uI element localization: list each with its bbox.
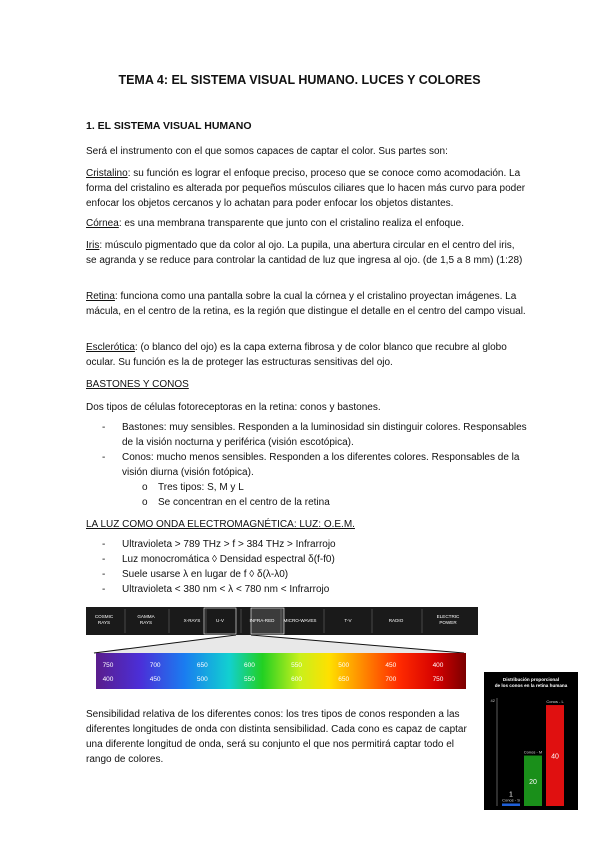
subsection-heading: LA LUZ COMO ONDA ELECTROMAGNÉTICA: LUZ: O.E.M. bbox=[86, 519, 355, 530]
definition: : funciona como una pantalla sobre la cual la córnea y el cristalino proyectan imágenes. La mácula, en el centro de la retina, es la región que distingue el detalle en el centro del campo visual. bbox=[86, 291, 526, 317]
wavelength-bottom-label: 600 bbox=[291, 676, 303, 683]
page-title: TEMA 4: EL SISTEMA VISUAL HUMANO. LUCES Y COLORES bbox=[118, 73, 481, 87]
wavelength-top-label: 450 bbox=[385, 662, 397, 669]
bastones-intro: Dos tipos de células fotoreceptoras en la retina: conos y bastones. bbox=[86, 402, 381, 413]
band-label: COSMIC RAYS bbox=[94, 614, 114, 625]
list-subitem: o Tres tipos: S, M y L bbox=[142, 482, 244, 493]
chart-title-line-2: de los conos en la retina humana bbox=[494, 683, 568, 688]
part-esclerotica bbox=[86, 340, 526, 370]
list-subitem: o Se concentran en el centro de la retina bbox=[142, 497, 330, 508]
intro-text: Será el instrumento con el que somos capaces de captar el color. Sus partes son: bbox=[86, 146, 448, 157]
luz-list bbox=[86, 537, 530, 597]
definition: : es una membrana transparente que junto con el cristalino realiza el enfoque. bbox=[118, 218, 465, 229]
list-item: - Ultravioleta > 789 THz > f > 384 THz > Infrarrojo bbox=[86, 537, 530, 552]
band-label: ELECTRIC POWER bbox=[436, 614, 460, 625]
wavelength-bottom-label: 450 bbox=[149, 676, 161, 683]
band-label: MICRO-WAVES bbox=[283, 618, 317, 623]
list-item: - Conos: mucho menos sensibles. Responden a los diferentes colores. Responsables de la visión diurna (visión fotópica). bbox=[86, 450, 530, 480]
bar-value-label: 20 bbox=[529, 778, 537, 786]
list-item: - Luz monocromática ◊ Densidad espectral δ(f-f0) bbox=[86, 552, 530, 567]
term: Iris bbox=[86, 240, 100, 251]
spectrum-image bbox=[86, 607, 478, 691]
definition: : músculo pigmentado que da color al ojo. La pupila, una abertura circular en el centro del iris, se agranda y se reduce para controlar la cantidad de luz que ingresa al ojo. (de 1,5 a 8 mm) (1:28) bbox=[86, 240, 523, 266]
cone-chart bbox=[484, 672, 578, 810]
subsection-heading: BASTONES Y CONOS bbox=[86, 379, 189, 390]
band-label: T-V bbox=[344, 618, 352, 623]
term: Retina bbox=[86, 291, 115, 302]
band-label: RADIO bbox=[388, 618, 404, 623]
part-retina bbox=[86, 289, 526, 319]
wavelength-top-label: 600 bbox=[243, 662, 255, 669]
band-label: U-V bbox=[216, 618, 224, 623]
list-item: - Suele usarse λ en lugar de f ◊ δ(λ-λ0) bbox=[86, 567, 530, 582]
band-label: INFRA-RED bbox=[249, 618, 275, 623]
list-item: - Bastones: muy sensibles. Responden a la luminosidad sin distinguir colores. Responsables de la visión nocturna y periférica (visión escotópica). bbox=[86, 420, 530, 450]
ir-box bbox=[251, 608, 284, 634]
part-iris bbox=[86, 238, 526, 268]
definition: : (o blanco del ojo) es la capa externa fibrosa y de color blanco que recubre al globo ocular. Su función es la de proteger las estructuras sensitivas del ojo. bbox=[86, 342, 507, 368]
part-cristalino bbox=[86, 166, 526, 211]
visible-spectrum bbox=[96, 653, 466, 689]
term: Esclerótica bbox=[86, 342, 135, 353]
list-item: - Ultravioleta < 380 nm < λ < 780 nm < Infrarrojo bbox=[86, 582, 530, 597]
definition: : su función es lograr el enfoque preciso, proceso que se conoce como acomodación. La forma del cristalino es alterada por pequeños músculos ciliares que lo hacen más curvo para poder enfocar los objetos cercanos y lo achatan para poder enfocar los objetos distantes. bbox=[86, 168, 526, 209]
chart-bar bbox=[502, 803, 520, 806]
wavelength-top-label: 550 bbox=[291, 662, 303, 669]
bar-value-label: 40 bbox=[551, 753, 559, 761]
bar-value-label: 1 bbox=[509, 791, 513, 799]
wavelength-top-label: 400 bbox=[432, 662, 444, 669]
section-heading: 1. EL SISTEMA VISUAL HUMANO bbox=[86, 120, 252, 132]
bar-category-label: Conos - S bbox=[502, 797, 520, 803]
wavelength-top-label: 650 bbox=[196, 662, 208, 669]
chart-title-line-1: Distribución proporcional bbox=[502, 677, 560, 682]
bar-category-label: Conos - L bbox=[546, 699, 564, 705]
wavelength-top-label: 750 bbox=[102, 662, 114, 669]
wavelength-bottom-label: 750 bbox=[432, 676, 444, 683]
y-tick-label: 42 bbox=[490, 698, 495, 703]
band-label: X-RAYS bbox=[183, 618, 201, 623]
sensitivity-text: Sensibilidad relativa de los diferentes conos: los tres tipos de conos responden a las diferentes longitudes de onda con distinta sensibilidad. Cada cono es capaz de captar una diferente longitud de onda, será su conjunto el que nos permitirá captar todo el rango de colores. bbox=[86, 709, 467, 765]
term: Córnea bbox=[86, 218, 119, 229]
term: Cristalino bbox=[86, 168, 128, 179]
wavelength-bottom-label: 500 bbox=[196, 676, 208, 683]
bar-category-label: Conos - M bbox=[523, 749, 543, 755]
wavelength-top-label: 700 bbox=[149, 662, 161, 669]
wavelength-top-label: 500 bbox=[338, 662, 350, 669]
wavelength-bottom-label: 400 bbox=[102, 676, 114, 683]
band-label: GAMMA RAYS bbox=[137, 614, 155, 625]
part-cornea bbox=[86, 216, 526, 231]
wavelength-bottom-label: 700 bbox=[385, 676, 397, 683]
bastones-list bbox=[86, 420, 530, 510]
wavelength-bottom-label: 550 bbox=[243, 676, 255, 683]
wavelength-bottom-label: 650 bbox=[338, 676, 350, 683]
